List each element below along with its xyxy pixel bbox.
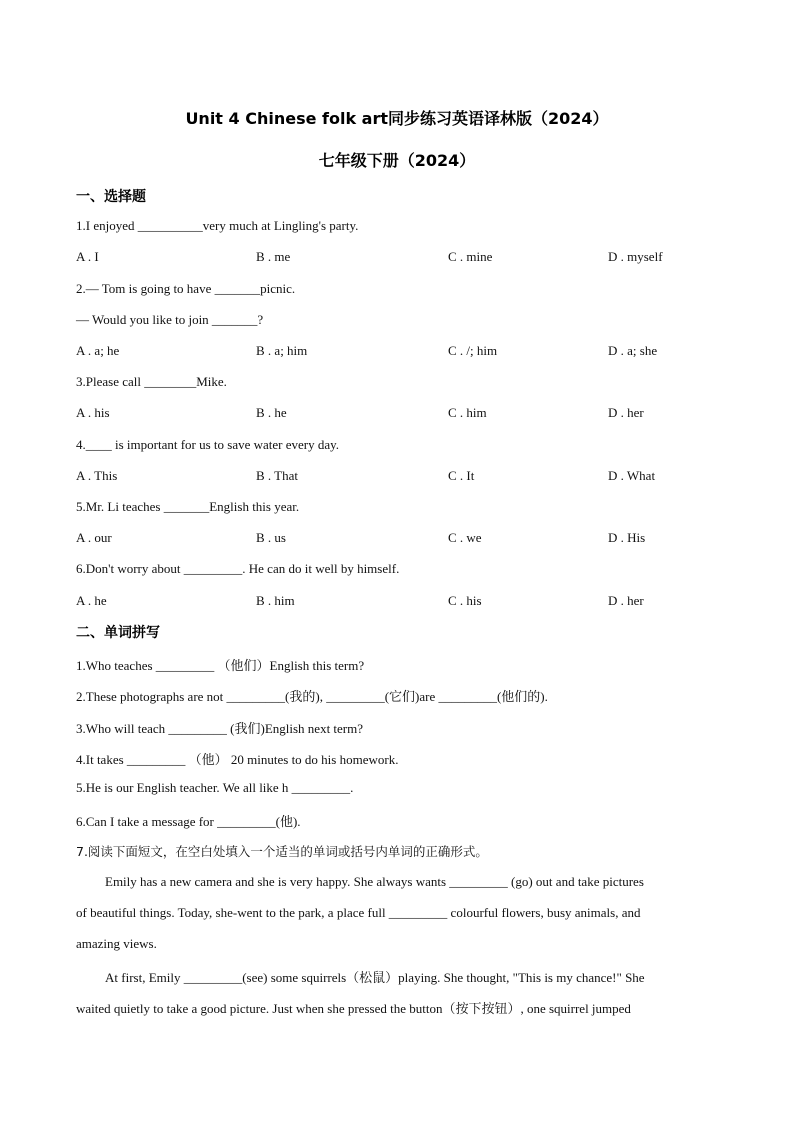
option-a[interactable]: A . This <box>76 468 118 483</box>
spelling-item-5: 5.He is our English teacher. We all like h _________. <box>76 780 354 795</box>
page-title: Unit 4 Chinese folk art同步练习英语译林版（2024） <box>185 109 609 128</box>
option-b[interactable]: B . me <box>256 249 291 264</box>
option-d[interactable]: D . her <box>608 593 644 608</box>
option-b[interactable]: B . a; him <box>256 343 308 358</box>
question-stem-6: 6.Don't worry about _________. He can do it well by himself. <box>76 561 400 576</box>
option-b[interactable]: B . That <box>256 468 299 483</box>
option-b[interactable]: B . he <box>256 405 287 420</box>
option-a[interactable]: A . our <box>76 530 112 545</box>
passage-line-4: At first, Emily _________(see) some squirrels（松鼠）playing. She thought, "This is my chance!" She <box>105 970 645 985</box>
question-stem-5: 5.Mr. Li teaches _______English this year. <box>76 499 300 514</box>
question-stem-4: 4.____ is important for us to save water every day. <box>76 437 340 452</box>
spelling-item-2: 2.These photographs are not _________(我的), _________(它们)are _________(他们的). <box>76 689 548 704</box>
options-row-4 <box>0 468 794 486</box>
option-a[interactable]: A . I <box>76 249 99 264</box>
option-d[interactable]: D . a; she <box>608 343 658 358</box>
option-c[interactable]: C . him <box>448 405 487 420</box>
option-b[interactable]: B . him <box>256 593 295 608</box>
options-row-2 <box>0 343 794 361</box>
option-c[interactable]: C . his <box>448 593 482 608</box>
passage-line-3: amazing views. <box>76 936 157 951</box>
passage-line-1: Emily has a new camera and she is very happy. She always wants _________ (go) out and take pictures <box>105 874 644 889</box>
option-c[interactable]: C . /; him <box>448 343 498 358</box>
option-c[interactable]: C . It <box>448 468 475 483</box>
option-d[interactable]: D . her <box>608 405 644 420</box>
option-b[interactable]: B . us <box>256 530 286 545</box>
option-c[interactable]: C . mine <box>448 249 493 264</box>
passage-line-5: waited quietly to take a good picture. Just when she pressed the button（按下按钮）, one squirrel jumped <box>76 1001 631 1016</box>
spelling-item-6: 6.Can I take a message for _________(他). <box>76 814 301 829</box>
question-stem-2-line2: — Would you like to join _______? <box>76 312 264 327</box>
spelling-item-3: 3.Who will teach _________ (我们)English next term? <box>76 721 364 736</box>
options-row-1 <box>0 249 794 267</box>
option-d[interactable]: D . His <box>608 530 646 545</box>
spelling-item-4: 4.It takes _________ （他） 20 minutes to do his homework. <box>76 752 399 767</box>
options-row-3 <box>0 405 794 423</box>
section-heading-multiple-choice: 一、选择题 <box>76 189 146 205</box>
section-heading-spelling: 二、单词拼写 <box>76 625 160 641</box>
options-row-5 <box>0 530 794 548</box>
options-row-6 <box>0 593 794 611</box>
option-a[interactable]: A . he <box>76 593 107 608</box>
page-subtitle: 七年级下册（2024） <box>318 151 476 170</box>
option-d[interactable]: D . What <box>608 468 656 483</box>
passage-line-2: of beautiful things. Today, she-went to the park, a place full _________ colourful flowers, busy animals, and <box>76 905 641 920</box>
question-stem-3: 3.Please call ________Mike. <box>76 374 227 389</box>
spelling-item-1: 1.Who teaches _________ （他们）English this term? <box>76 658 365 673</box>
question-stem-1: 1.I enjoyed __________very much at Lingling's party. <box>76 218 359 233</box>
question-stem-2: 2.— Tom is going to have _______picnic. <box>76 281 296 296</box>
option-a[interactable]: A . his <box>76 405 110 420</box>
option-c[interactable]: C . we <box>448 530 482 545</box>
option-d[interactable]: D . myself <box>608 249 663 264</box>
option-a[interactable]: A . a; he <box>76 343 120 358</box>
reading-instruction: 7.阅读下面短文，在空白处填入一个适当的单词或括号内单词的正确形式。 <box>76 844 488 859</box>
